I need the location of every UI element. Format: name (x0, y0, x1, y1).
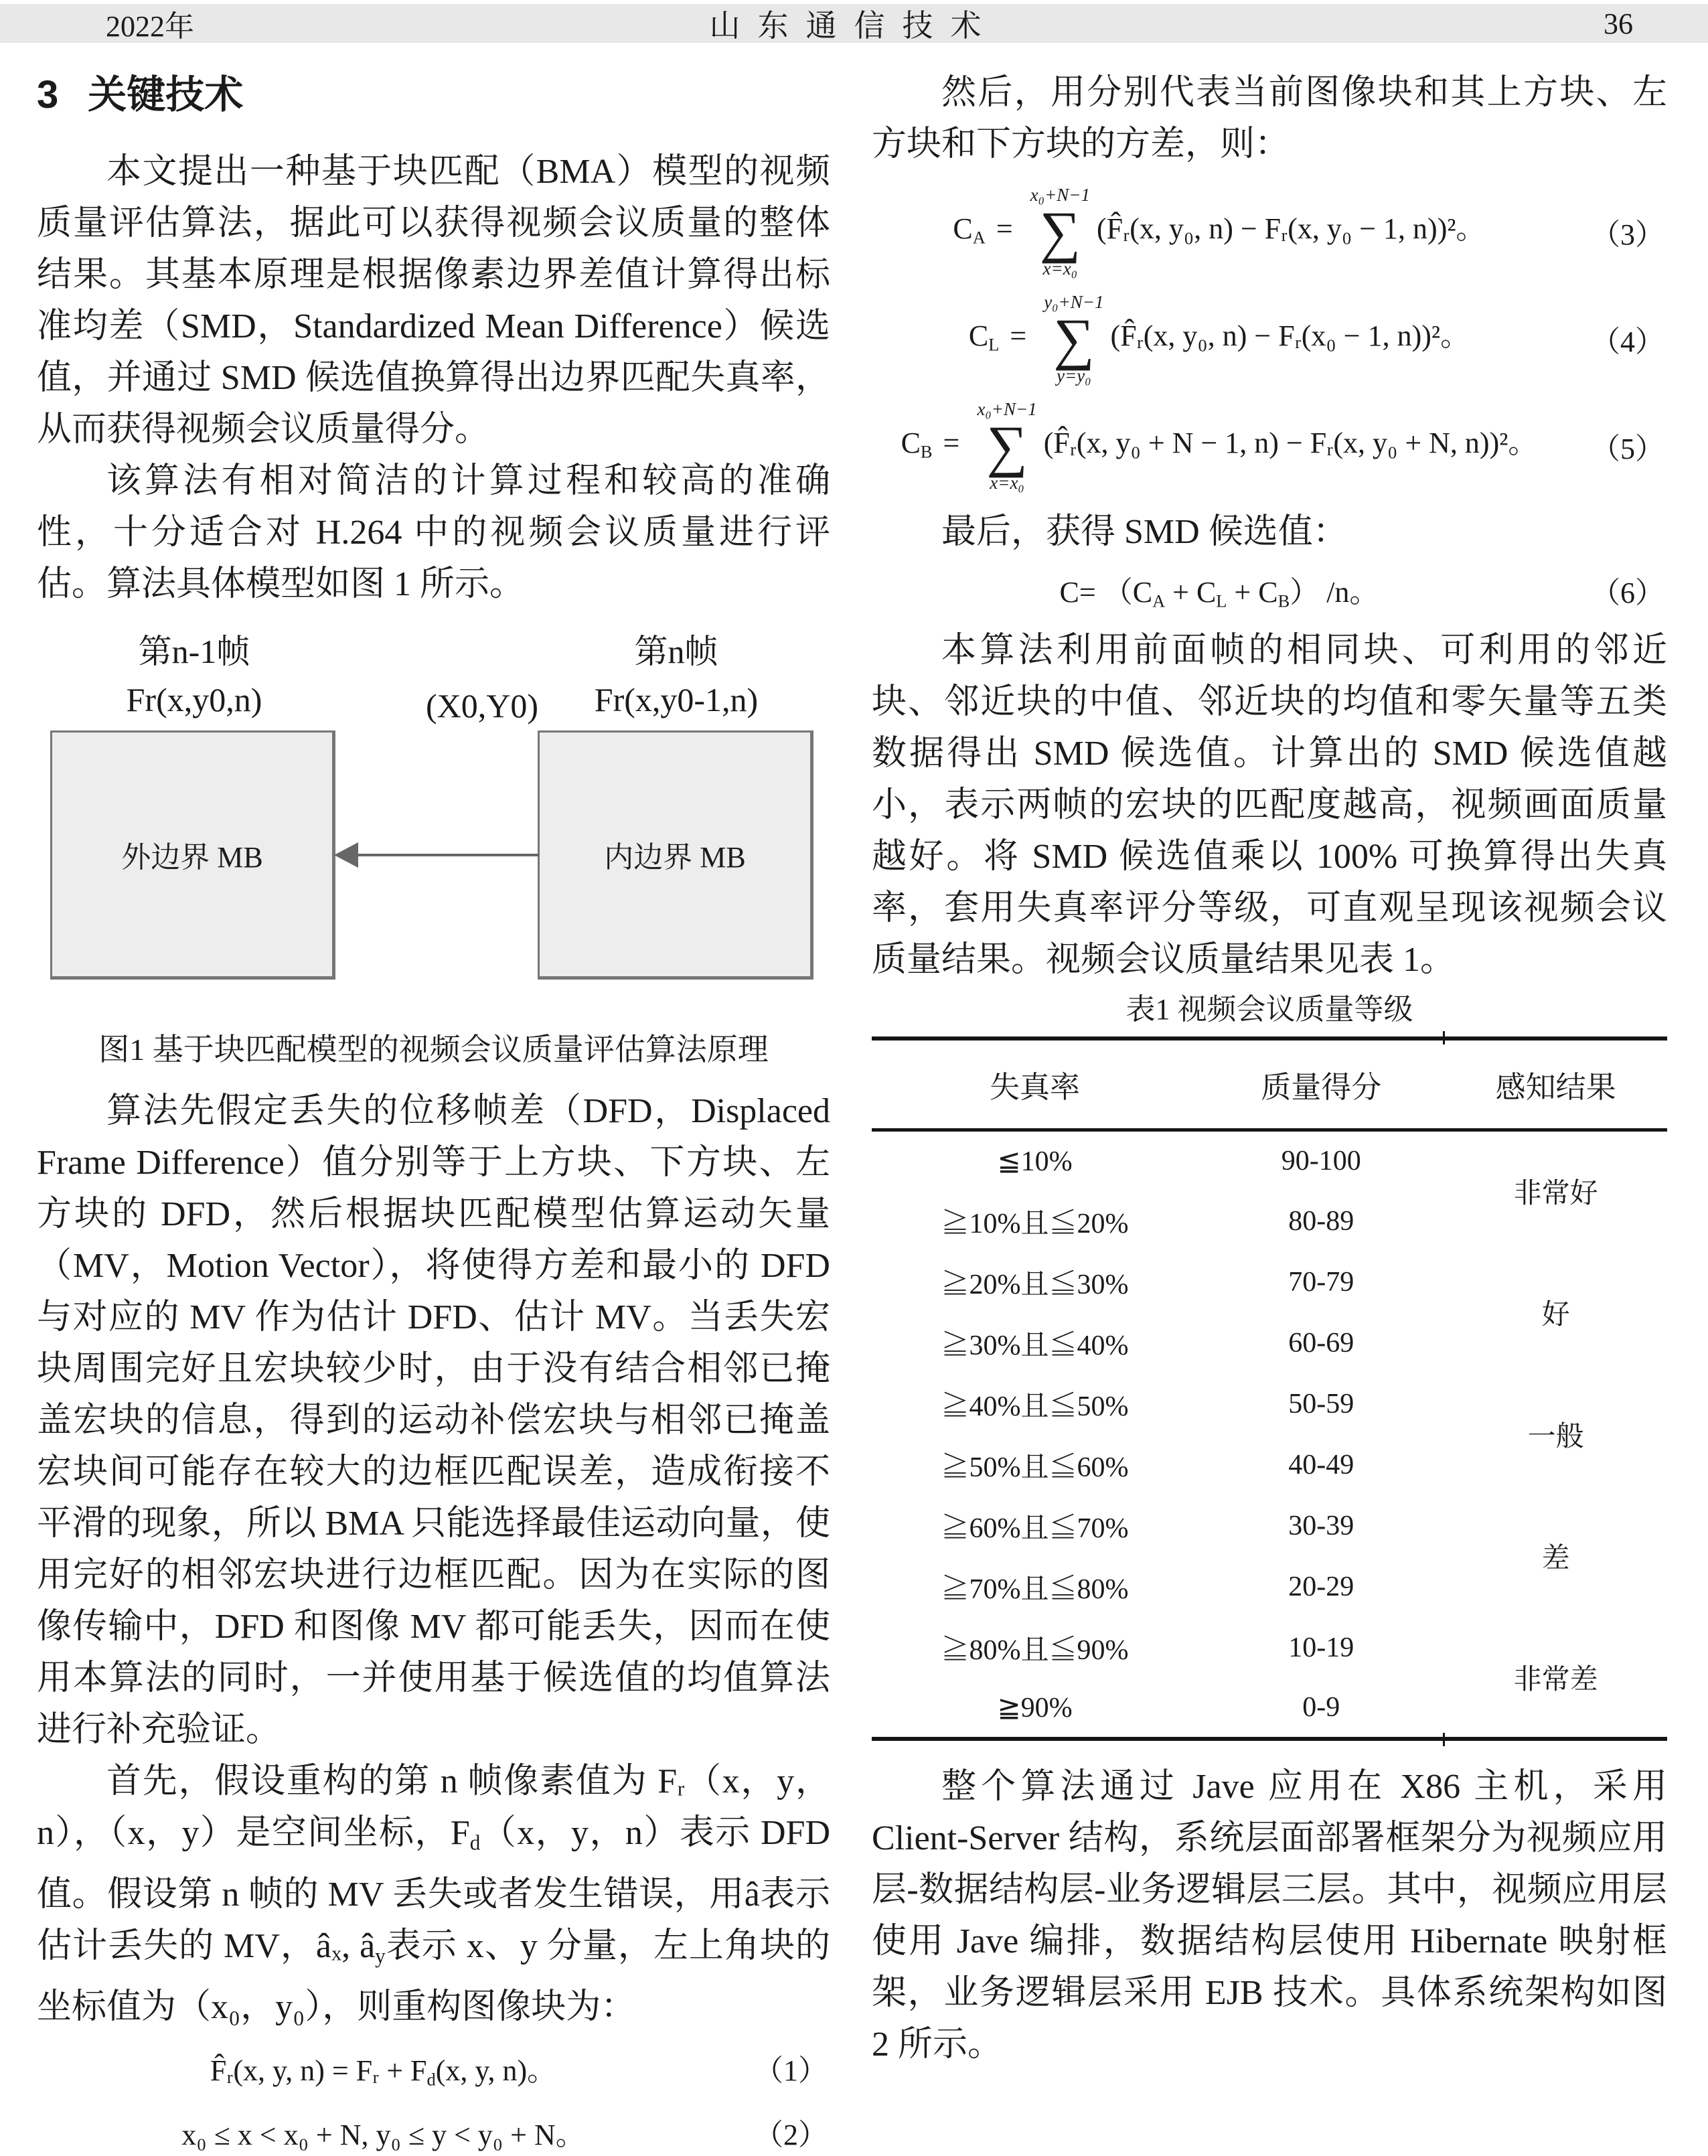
cell-perception: 一般 (1527, 1421, 1584, 1452)
cell-rate: ≧50%且≦60% (941, 1452, 1129, 1483)
header-year: 2022年 (106, 10, 194, 43)
sigma-icon: ∑ (1039, 200, 1081, 264)
arrow-left-icon (334, 842, 358, 868)
equation-2-formula: x₀ ≤ x < x₀ + N, y₀ ≤ y < y₀ + N。 (181, 2119, 585, 2152)
cell-rate: ≧40%且≦50% (941, 1391, 1129, 1422)
frame-n-formula: Fr(x,y0-1,n) (594, 681, 759, 718)
figure-left-title (50, 627, 338, 724)
subscript: B (920, 441, 933, 462)
equation-2 (37, 2108, 830, 2156)
formula-segment: C (901, 427, 921, 460)
equation-2-number: （2） (754, 2119, 828, 2152)
header-perception-result: 感知结果 (1444, 1038, 1667, 1130)
subscript: B (1277, 591, 1290, 611)
cell-score: 30-39 (1288, 1510, 1354, 1541)
equation-5 (872, 396, 1667, 495)
subscript: A (972, 227, 986, 248)
table-border-tick (1443, 1733, 1445, 1746)
section-heading (37, 68, 830, 122)
sum-lower-limit: x=x₀ (1042, 258, 1078, 279)
cell-perception: 非常好 (1513, 1178, 1598, 1210)
right-column (872, 43, 1667, 2070)
figure-1 (37, 625, 830, 1085)
sum-upper-limit: x₀+N−1 (1030, 185, 1090, 205)
table-row (872, 1617, 1667, 1678)
paragraph-reconstruction (37, 1756, 830, 2033)
subscript: L (1216, 591, 1227, 611)
table-1-wrapper (872, 1036, 1667, 1741)
cell-score: 20-29 (1288, 1571, 1354, 1602)
sigma-icon: ∑ (986, 414, 1028, 478)
inner-boundary-mb-label: 内边界 MB (604, 841, 746, 874)
cell-score: 80-89 (1288, 1205, 1354, 1237)
sum-lower-limit: y=y₀ (1057, 366, 1091, 386)
cell-rate: ≧60%且≦70% (941, 1513, 1129, 1544)
journal-title: 山东通信技术 (709, 9, 999, 43)
cell-perception: 非常差 (1513, 1664, 1598, 1695)
paragraph-segment: 首先，假设重构的第 n 帧像素值为 Fᵣ（x，y，n），（x，y）是空间坐标，F (37, 1762, 830, 1852)
sigma-icon: ∑ (1053, 307, 1095, 371)
cell-score: 90-100 (1281, 1145, 1361, 1176)
equation-6-formula (1060, 568, 1379, 611)
cell-perception: 差 (1541, 1543, 1570, 1574)
figure-right-title (536, 627, 817, 724)
subscript: d (469, 1831, 481, 1855)
motion-arrow-line (356, 854, 539, 856)
formula-segment: (F̂ᵣ(x, y₀, n) − Fᵣ(x₀ − 1, n))²。 (1110, 319, 1470, 353)
cell-score: 10-19 (1288, 1632, 1354, 1663)
formula-segment: F̂ᵣ(x, y, n) = Fᵣ + F (210, 2054, 427, 2087)
header-quality-score: 质量得分 (1198, 1038, 1444, 1130)
table-header-row (872, 1038, 1667, 1130)
equation-4-formula (969, 292, 1470, 386)
equation-4-number: （4） (1591, 325, 1664, 358)
figure-1-caption: 图1 基于块匹配模型的视频会议质量评估算法原理 (98, 1032, 769, 1067)
paragraph-dfd: 算法先假定丢失的位移帧差（DFD，Displaced Frame Difference）值分别等于上方块、下方块、左方块的 DFD，然后根据块匹配模型估算运动矢量（MV，Motion Vector），将使得方差和最小的 DFD 与对应的 MV 作为估计 DFD、估计 MV。当丢失宏块周围完好且宏块较少时，由于没有结合相邻已掩盖宏块的信息，得到的运动补偿宏块与相邻已掩盖宏块间可能存在较大的边框匹配误差，造成衔接不平滑的现象，所以 BMA 只能选择最佳运动向量，使用完好的相邻宏块进行边框匹配。因为在实际的图像传输中，DFD 和图像 MV 都可能丢失，因而在使用本算法的同时，一并使用基于候选值的均值算法进行补充验证。 (37, 1092, 830, 1749)
frame-n-1-label: 第n-1帧 (138, 633, 250, 670)
cell-rate: ≧10%且≦20% (941, 1208, 1129, 1239)
sum-upper-limit: x₀+N−1 (977, 399, 1037, 419)
cell-score: 60-69 (1288, 1327, 1354, 1359)
table-row (872, 1495, 1667, 1556)
formula-segment: C (968, 319, 989, 353)
cell-score: 70-79 (1288, 1266, 1354, 1298)
equals-sign: = (943, 427, 960, 460)
equation-5-formula (901, 399, 1538, 493)
running-header (0, 4, 1708, 43)
paragraph-segment: 表示 x、y 分量，左上角块的坐标值为（x₀，y₀），则重构图像块为： (37, 1926, 830, 2027)
summation-symbol (1044, 292, 1103, 386)
inner-boundary-mb-box (538, 730, 813, 980)
sum-lower-limit: x=x₀ (990, 473, 1024, 493)
cell-rate: ≦10% (997, 1146, 1073, 1177)
summation-symbol (977, 399, 1036, 493)
equals-sign: = (996, 212, 1013, 246)
cell-rate: ≧20%且≦30% (941, 1269, 1129, 1300)
formula-segment: (F̂ᵣ(x, y₀, n) − Fᵣ(x, y₀ − 1, n))²。 (1097, 212, 1486, 246)
equation-3-number: （3） (1591, 218, 1664, 251)
subscript: L (988, 334, 1000, 355)
cell-score: 50-59 (1288, 1388, 1354, 1419)
table-1-title: 表1 视频会议质量等级 (1125, 993, 1413, 1026)
table-row (872, 1251, 1667, 1312)
header-distortion-rate: 失真率 (872, 1038, 1198, 1130)
frame-n-1-formula: Fr(x,y0,n) (126, 681, 262, 718)
subscript: A (1152, 591, 1166, 611)
equation-1 (37, 2044, 830, 2092)
cell-perception: 好 (1541, 1300, 1570, 1330)
equation-6 (872, 566, 1667, 614)
table-row (872, 1130, 1667, 1190)
equation-6-number: （6） (1591, 576, 1664, 609)
formula-segment: ） /n。 (1290, 576, 1379, 609)
table-border-tick (1443, 1031, 1445, 1045)
paragraph-smd-explanation: 本算法利用前面帧的相同块、可利用的邻近块、邻近块的中值、邻近块的均值和零矢量等五类数据得出 SMD 候选值。计算出的 SMD 候选值越小，表示两帧的宏块的匹配度越高，视频画面质量越好。将 SMD 候选值乘以 100% 可换算得出失真率，套用失真率评分等级，可直观呈现该视频会议质量结果。视频会议质量结果见表 1。 (872, 631, 1667, 979)
left-column (37, 43, 830, 2156)
frame-n-label: 第n帧 (634, 633, 718, 670)
equals-sign: = (1010, 319, 1027, 353)
paragraph-segment: （x，y，n）表示 DFD 值。假设第 n 帧的 MV 丢失或者发生错误，用â表示估计丢失的 MV，âₓ, â (37, 1814, 831, 1965)
table-row (872, 1373, 1667, 1434)
paragraph-algorithm-fit: 该算法有相对简洁的计算过程和较高的准确性，十分适合对 H.264 中的视频会议质量进行评估。算法具体模型如图 1 所示。 (37, 462, 830, 603)
cell-rate: ≧90% (997, 1693, 1073, 1723)
outer-boundary-mb-label: 外边界 MB (121, 841, 263, 874)
equation-1-formula (210, 2046, 556, 2090)
cell-rate: ≧70%且≦80% (941, 1573, 1129, 1605)
summation-symbol (1030, 185, 1090, 279)
equation-1-number: （1） (754, 2054, 828, 2088)
formula-segment: (x, y, n)。 (435, 2054, 557, 2087)
quality-grade-table (872, 1036, 1667, 1741)
cell-score: 0-9 (1302, 1692, 1340, 1723)
cell-score: 40-49 (1288, 1449, 1354, 1480)
section-number: 3 (37, 73, 59, 117)
coordinate-label: (X0,Y0) (425, 687, 539, 724)
formula-segment: + C (1227, 576, 1278, 609)
subscript: y (375, 1944, 386, 1968)
formula-segment: C= （C (1059, 576, 1153, 609)
equation-5-number: （5） (1591, 433, 1664, 465)
formula-segment: C (953, 212, 973, 246)
page-number: 36 (1604, 7, 1633, 40)
paragraph-smd-candidate: 最后，获得 SMD 候选值： (941, 513, 1348, 551)
cell-rate: ≧30%且≦40% (941, 1330, 1129, 1361)
equation-3 (872, 182, 1667, 281)
equation-3-formula (953, 185, 1485, 279)
cell-rate: ≧80%且≦90% (941, 1634, 1129, 1666)
equation-4 (872, 289, 1667, 388)
paragraph-system-architecture: 整个算法通过 Jave 应用在 X86 主机，采用 Client-Server 结构，系统层面部署框架分为视频应用层-数据结构层-业务逻辑层三层。其中，视频应用层使用 Jave 编排，数据结构层使用 Hibernate 映射框架，业务逻辑层采用 EJB 技术。具体系统架构如图 2 所示。 (872, 1768, 1667, 2064)
subscript: d (426, 2069, 436, 2090)
section-title: 关键技术 (88, 73, 244, 117)
formula-segment: + C (1165, 576, 1217, 609)
paragraph-intro: 本文提出一种基于块匹配（BMA）模型的视频质量评估算法，据此可以获得视频会议质量的整体结果。其基本原理是根据像素边界差值计算得出标准均差（SMD，Standardized Mean Difference）候选值，并通过 SMD 候选值换算得出边界匹配失真率，从而获得视频会议质量得分。 (37, 153, 830, 449)
formula-segment: (F̂ᵣ(x, y₀ + N − 1, n) − Fᵣ(x, y₀ + N, n))²。 (1043, 427, 1538, 460)
paragraph-variance-intro: 然后，用分别代表当前图像块和其上方块、左方块和下方块的方差，则： (872, 74, 1667, 163)
outer-boundary-mb-box (50, 730, 335, 980)
sum-upper-limit: y₀+N−1 (1044, 292, 1104, 312)
